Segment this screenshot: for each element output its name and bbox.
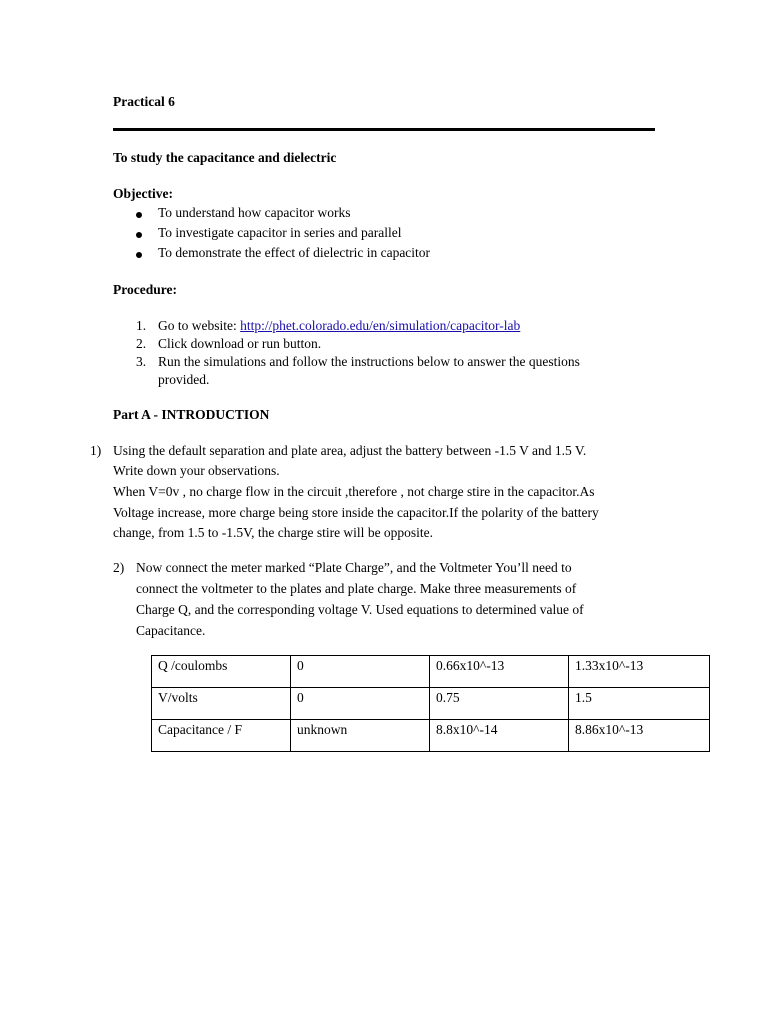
bullet-icon (136, 232, 142, 238)
table-cell: 8.86x10^-13 (569, 720, 710, 752)
subtitle: To study the capacitance and dielectric (113, 150, 337, 165)
table-cell: 1.33x10^-13 (569, 656, 710, 688)
table-cell: 1.5 (569, 688, 710, 720)
bullet-icon (136, 212, 142, 218)
answer-line: change, from 1.5 to -1.5V, the charge stire will be opposite. (113, 525, 434, 540)
list-item: To investigate capacitor in series and parallel (158, 225, 402, 240)
step-number: 2. (136, 336, 147, 351)
table-cell: 0 (291, 688, 430, 720)
procedure-step-3-cont: provided. (158, 372, 210, 387)
question-line: Now connect the meter marked “Plate Charge”, and the Voltmeter You’ll need to (136, 560, 572, 575)
table-cell: 0.75 (430, 688, 569, 720)
step-number: 1. (136, 318, 147, 333)
horizontal-rule (113, 128, 655, 131)
page-title: Practical 6 (113, 94, 175, 109)
procedure-step-3: Run the simulations and follow the instructions below to answer the questions (158, 354, 580, 369)
step-number: 3. (136, 354, 147, 369)
question-line: Charge Q, and the corresponding voltage V. Used equations to determined value of (136, 602, 584, 617)
phet-link[interactable]: http://phet.colorado.edu/en/simulation/capacitor-lab (240, 318, 521, 333)
procedure-step-1 (158, 318, 520, 334)
procedure-heading: Procedure: (113, 282, 177, 297)
bullet-icon (136, 252, 142, 258)
table-row (152, 688, 710, 720)
list-item: To understand how capacitor works (158, 205, 351, 220)
table-cell: 8.8x10^-14 (430, 720, 569, 752)
table-cell: unknown (291, 720, 430, 752)
table-cell: V/volts (152, 688, 291, 720)
question-number: 1) (90, 443, 102, 458)
objective-heading: Objective: (113, 186, 173, 201)
list-item: To demonstrate the effect of dielectric in capacitor (158, 245, 431, 260)
answer-line: Voltage increase, more charge being store inside the capacitor.If the polarity of the battery (113, 505, 599, 520)
table-cell: 0 (291, 656, 430, 688)
table-row (152, 720, 710, 752)
part-a-heading: Part A - INTRODUCTION (113, 407, 270, 422)
question-line: Write down your observations. (113, 463, 280, 478)
table-row (152, 656, 710, 688)
procedure-step-2: Click download or run button. (158, 336, 322, 351)
measurements-table (151, 655, 710, 752)
table-cell: 0.66x10^-13 (430, 656, 569, 688)
question-line: Capacitance. (136, 623, 206, 638)
question-line: connect the voltmeter to the plates and plate charge. Make three measurements of (136, 581, 577, 596)
question-number: 2) (113, 560, 125, 575)
answer-line: When V=0v , no charge flow in the circuit ,therefore , not charge stire in the capacitor.As (113, 484, 595, 499)
table-cell: Capacitance / F (152, 720, 291, 752)
step-text: Go to website: (158, 318, 241, 333)
question-line: Using the default separation and plate area, adjust the battery between -1.5 V and 1.5 V. (113, 443, 587, 458)
table-cell: Q /coulombs (152, 656, 291, 688)
